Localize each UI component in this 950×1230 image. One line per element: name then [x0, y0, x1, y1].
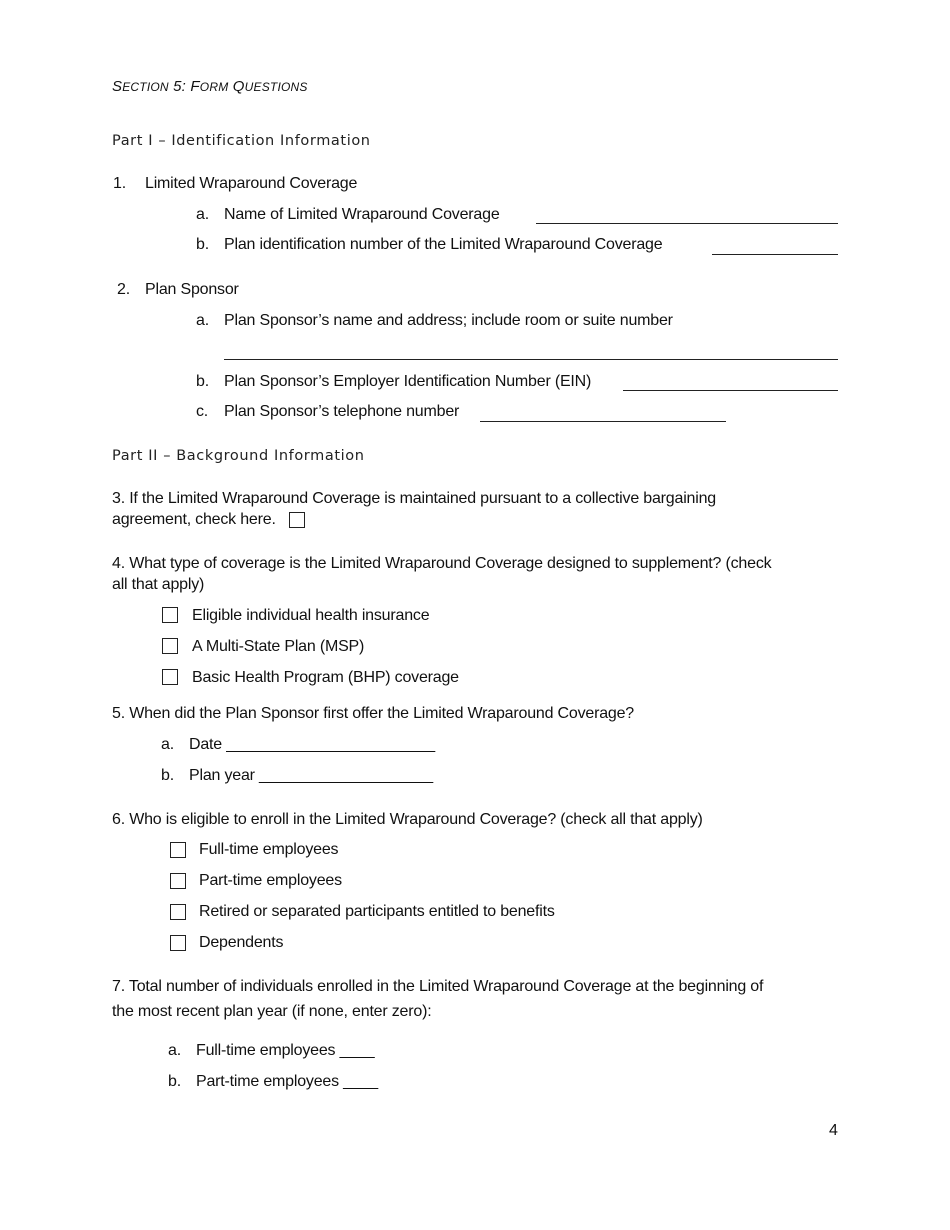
part-time-employees-checkbox[interactable] — [170, 873, 186, 889]
question-2-number: 2. — [117, 281, 130, 298]
q7b-part-time-count-field[interactable]: Part-time employees ____ — [196, 1073, 378, 1090]
question-7-line1: 7. Total number of individuals enrolled in the Limited Wraparound Coverage at the beginning of — [112, 978, 764, 995]
plan-id-number-field[interactable] — [712, 254, 838, 255]
question-1-number: 1. — [113, 175, 126, 192]
question-3-line1: 3. If the Limited Wraparound Coverage is maintained pursuant to a collective bargaining — [112, 490, 716, 507]
question-2-label: Plan Sponsor — [145, 281, 239, 298]
q7a-letter: a. — [168, 1042, 181, 1059]
page-number: 4 — [829, 1122, 838, 1139]
question-4-line2: all that apply) — [112, 576, 205, 593]
question-6: 6. Who is eligible to enroll in the Limited Wraparound Coverage? (check all that apply) — [112, 811, 703, 828]
q6-option-4-label: Dependents — [199, 934, 284, 951]
q5b-plan-year-field[interactable]: Plan year ____________________ — [189, 767, 434, 784]
q4-option-2-label: A Multi-State Plan (MSP) — [192, 638, 365, 655]
q5b-letter: b. — [161, 767, 174, 784]
q4-option-1-label: Eligible individual health insurance — [192, 607, 430, 624]
sponsor-name-address-field[interactable] — [224, 359, 838, 360]
q6-option-3-label: Retired or separated participants entitled to benefits — [199, 903, 555, 920]
retired-participants-checkbox[interactable] — [170, 904, 186, 920]
q2b-letter: b. — [196, 373, 209, 390]
q2a-label: Plan Sponsor’s name and address; include room or suite number — [224, 312, 673, 329]
q1a-label: Name of Limited Wraparound Coverage — [224, 206, 500, 223]
section-title: SECTION 5: FORM QUESTIONS — [112, 78, 308, 95]
q5a-letter: a. — [161, 736, 174, 753]
q1b-letter: b. — [196, 236, 209, 253]
q7a-full-time-count-field[interactable]: Full-time employees ____ — [196, 1042, 375, 1059]
q1b-label: Plan identification number of the Limited Wraparound Coverage — [224, 236, 663, 253]
question-7-line2: the most recent plan year (if none, enter zero): — [112, 1003, 432, 1020]
question-1-label: Limited Wraparound Coverage — [145, 175, 358, 192]
q7b-letter: b. — [168, 1073, 181, 1090]
q6-option-2-label: Part-time employees — [199, 872, 342, 889]
collective-bargaining-checkbox[interactable] — [289, 512, 305, 528]
dependents-checkbox[interactable] — [170, 935, 186, 951]
part-one-heading: Part I – Identification Information — [112, 133, 371, 149]
sponsor-telephone-field[interactable] — [480, 421, 726, 422]
q2a-letter: a. — [196, 312, 209, 329]
basic-health-program-checkbox[interactable] — [162, 669, 178, 685]
coverage-name-field[interactable] — [536, 223, 838, 224]
multi-state-plan-checkbox[interactable] — [162, 638, 178, 654]
q6-option-1-label: Full-time employees — [199, 841, 339, 858]
sponsor-ein-field[interactable] — [623, 390, 838, 391]
full-time-employees-checkbox[interactable] — [170, 842, 186, 858]
q2c-label: Plan Sponsor’s telephone number — [224, 403, 460, 420]
question-3-line2: agreement, check here. — [112, 511, 276, 528]
q2c-letter: c. — [196, 403, 209, 420]
question-4-line1: 4. What type of coverage is the Limited Wraparound Coverage designed to supplement? (check — [112, 555, 772, 572]
q2b-label: Plan Sponsor’s Employer Identification Number (EIN) — [224, 373, 592, 390]
eligible-individual-insurance-checkbox[interactable] — [162, 607, 178, 623]
part-two-heading: Part II – Background Information — [112, 448, 365, 464]
q4-option-3-label: Basic Health Program (BHP) coverage — [192, 669, 459, 686]
question-5: 5. When did the Plan Sponsor first offer the Limited Wraparound Coverage? — [112, 705, 635, 722]
q5a-date-field[interactable]: Date ________________________ — [189, 736, 436, 753]
q1a-letter: a. — [196, 206, 209, 223]
